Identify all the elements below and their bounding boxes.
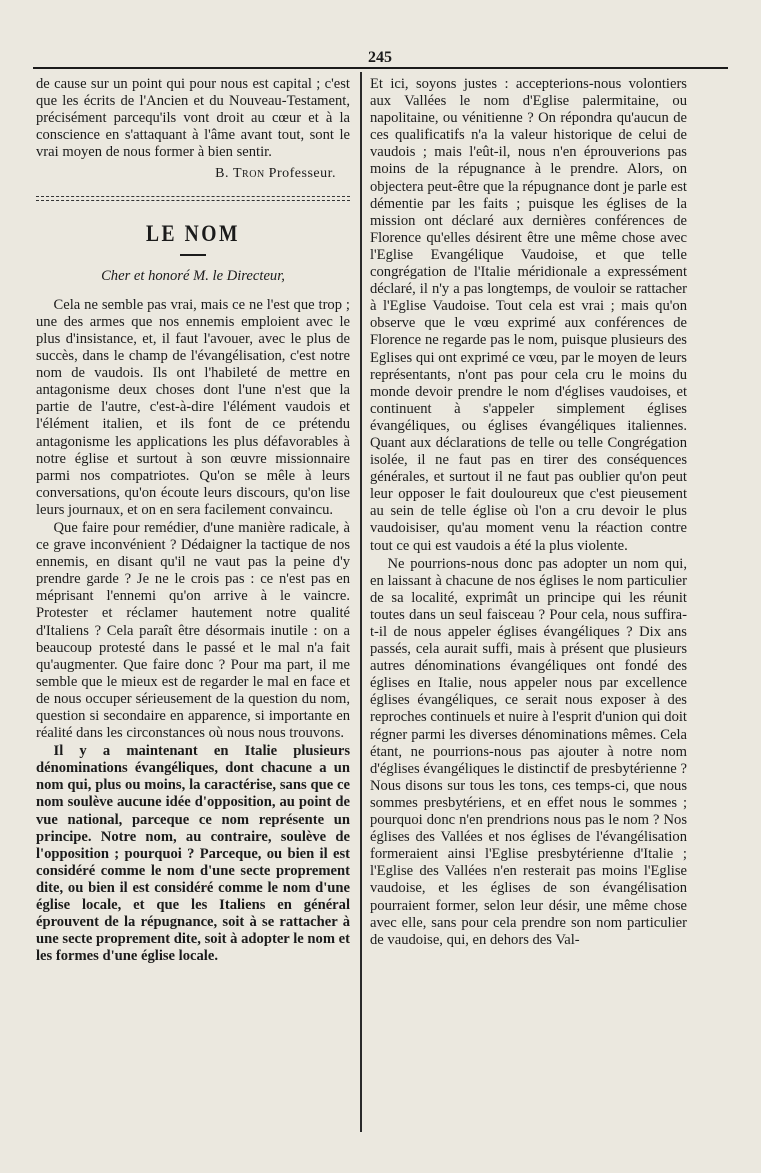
page-number: 245 (368, 49, 392, 66)
paragraph: Cela ne semble pas vrai, mais ce ne l'est que trop ; une des armes que nos ennemis emploient avec le plus d'insistance, et, il faut l'avouer, avec le plus de succès, dans le champ de l'évangélisation, c'est notre nom de vaudois. Ils ont l'habileté de mettre en antagonisme deux choses dont l'une n'est que la partie de l'autre, c'est-à-dire l'élément vaudois et l'élément italien, et ils font de ce prétendu antagonisme les applications les plus défavorables à notre église et surtout à son œuvre missionnaire parmi nos compatriotes. Qu'on se mêle à leurs conversations, qu'on écoute leurs discours, qu'on lise leurs journaux, et on en sera facilement convaincu. (36, 296, 350, 518)
signature (36, 165, 336, 182)
paragraph: Il y a maintenant en Italie plusieurs dénominations évangéliques, dont chacune a un nom qui, plus ou moins, la caractérise, sans que ce nom soulève aucune idée d'opposition, au point de vue national, parceque ce nom représente un principe. Notre nom, au contraire, soulève de l'opposition ; pourquoi ? Parceque, ou bien il est considéré comme le nom d'une secte proprement dite, ou bien il est considéré comme le nom d'une église locale, et que les Italiens en général éprouvent de la répugnance, soit à se rattacher à une secte proprement dite, soit à adopter le nom et les formes d'une église locale. (36, 743, 350, 965)
article-title: LE NOM (145, 220, 241, 246)
right-column (370, 76, 687, 949)
title-underline (180, 254, 206, 256)
continued-paragraph: de cause sur un point qui pour nous est capital ; c'est que les écrits de l'Ancien et du Nouveau-Testament, précisément parcequ'ils vont droit au cœur et à la conscience en s'attaquant à l'âme avant tout, sont le vrai moyen de nous former à bien sentir. (36, 76, 350, 161)
section-separator (36, 196, 350, 201)
signature-name: Tron (233, 166, 265, 182)
signature-title: Professeur. (268, 166, 336, 182)
left-column (36, 76, 350, 965)
header-rule (33, 67, 728, 69)
signature-initial: B. (215, 166, 229, 182)
paragraph: Que faire pour remédier, d'une manière radicale, à ce grave inconvénient ? Dédaigner la tactique de nos ennemis, en disant qu'il ne vaut pas la peine d'y prendre garde ? Je ne le crois pas : ce n'est pas en méprisant l'ennemi qu'on arrive à le vaincre. Protester et réclamer hautement notre qualité d'Italiens ? Cela paraît être désormais inutile : on a beaucoup protesté dans le passé et le mal n'a fait qu'augmenter. Que faire donc ? Pour ma part, il me semble que le mieux est de regarder le mal en face et de nous occuper sérieusement de la question du nom, question si secondaire en apparence, si importante en réalité dans les circonstances où nous nous trouvons. (36, 519, 350, 742)
paragraph: Ne pourrions-nous donc pas adopter un nom qui, en laissant à chacune de nos églises le nom particulier de sa localité, exprimât un principe qui les réunit toutes dans un seul faisceau ? Pour cela, nous suffira-t-il de nous appeler églises évangéliques ? Dix ans passés, cela aurait suffi, mais à présent que plusieurs autres dénominations évangéliques ont fondé des églises en Italie, nous appeler nous par excellence églises évangéliques, ce serait nous exposer à des reproches continuels et nuire à l'esprit d'union qui doit régner parmi les diverses dénominations mêmes. Cela étant, ne pourrions-nous pas ajouter à notre nom d'églises évangéliques le distinctif de presbytérienne ? Nous disons sur tous les tons, ces temps-ci, que nous sommes presbytériens, et en effet nous le sommes ; pourquoi donc n'en prendrions nous pas le nom ? Nos églises des Vallées et nos églises de l'évangélisation formeraient ainsi l'Eglise presbytérienne d'Italie ; l'Eglise des Vallées n'en resterait pas moins l'Eglise vaudoise, et les églises de son évangélisation pourraient former, selon leur désir, une même chose avec elle, sans pour cela prendre son nom particulier de vaudoise, qui, en dehors des Val- (370, 555, 687, 948)
column-divider (360, 72, 362, 1132)
paragraph: Et ici, soyons justes : accepterions-nous volontiers aux Vallées le nom d'Eglise palermitaine, ou napolitaine, ou vénitienne ? On répondra qu'aucun de ces qualificatifs n'a la valeur historique de celui de vaudois ; mais l'eût-il, nous n'en éprouverions pas moins de la répugnance à le prendre. Alors, on objectera peut-être que la répugnance dont je parle est démentie par les faits ; puisque les églises de la mission ont déclaré aux dernières conférences de Florence qu'elles désirent être une même chose avec l'Eglise Evangélique Vaudoise, et que telle congrégation de l'Italie méridionale a expressément déclaré, il n'y a pas longtemps, de vouloir se rattacher à l'Eglise Vaudoise. Tout cela est vrai ; mais qu'on observe que le vœu exprimé aux conférences de Florence ne regarde pas le nom, puisque plusieurs des Eglises qui ont exprimé ce vœu, par le moyen de leurs représentants, n'ont pas pour cela cru le moins du monde devoir prendre le nom d'églises vaudoises, et continuent à s'appeler simplement églises évangéliques, ou églises évangéliques italiennes. Quant aux déclarations de telle ou telle Congrégation isolée, il ne faut pas en tirer des conséquences générales, et surtout il ne faut pas oublier qu'on peut leur opposer le fait douloureux que c'est pieusement au sein de telle église où l'on a cru devoir le plus vaudoisiser, qu'au moment venu la réaction contre tout ce qui est vaudois a été la plus violente. (370, 76, 687, 554)
salutation: Cher et honoré M. le Directeur, (101, 267, 285, 284)
